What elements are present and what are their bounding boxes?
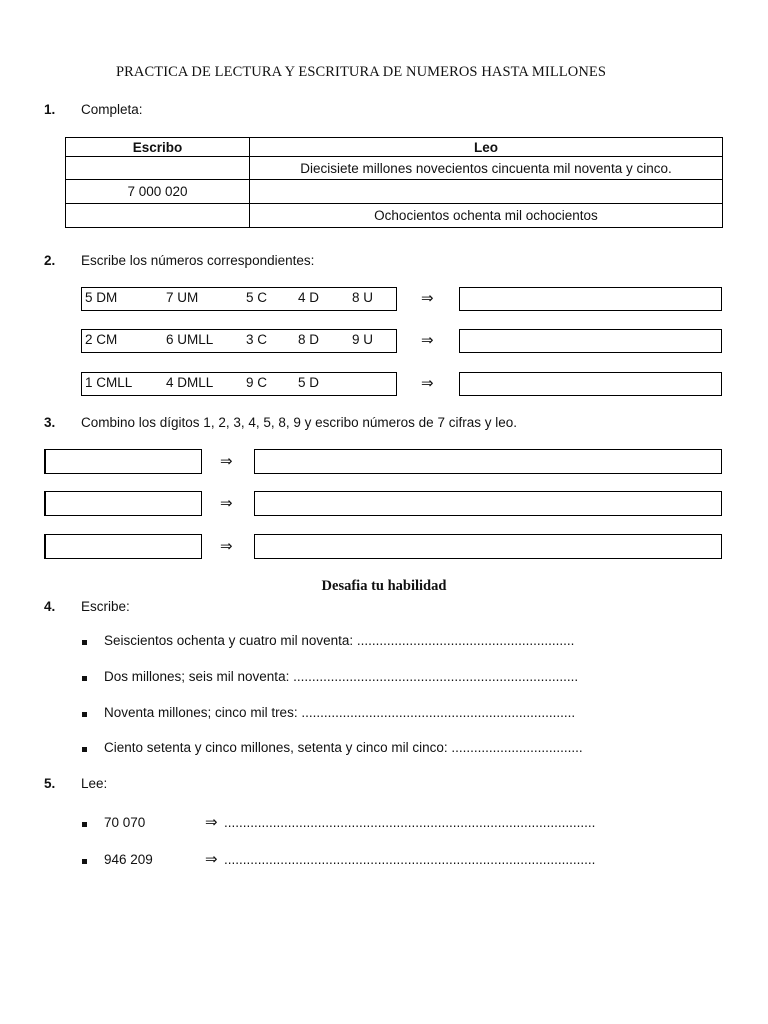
question-4-number: 4.	[44, 599, 56, 614]
unit-value: 4 DMLL	[166, 375, 214, 390]
table-row	[66, 157, 723, 180]
bullet-icon	[82, 640, 87, 645]
answer-dots[interactable]: ...................................................................................................	[224, 815, 596, 830]
header-escribo: Escribo	[66, 138, 250, 157]
number-box-3[interactable]	[44, 534, 202, 559]
list-item[interactable]: Dos millones; seis mil noventa: ............................................................................	[104, 669, 579, 684]
table-row	[66, 180, 723, 204]
units-box-1	[81, 287, 397, 311]
answer-dots[interactable]: ...................................................................................................	[224, 852, 596, 867]
number-box-2[interactable]	[44, 491, 202, 516]
unit-value: 8 U	[352, 290, 374, 305]
list-item[interactable]: Ciento setenta y cinco millones, setenta y cinco mil cinco: ...................................	[104, 740, 583, 755]
unit-value: 8 D	[298, 332, 320, 347]
units-box-3	[81, 372, 397, 396]
escribo-cell[interactable]	[66, 204, 250, 228]
arrow-icon: ⇒	[205, 851, 218, 868]
unit-value: 5 D	[298, 375, 320, 390]
unit-value: 7 UM	[166, 290, 199, 305]
question-3-number: 3.	[44, 415, 56, 430]
list-item[interactable]: Seiscientos ochenta y cuatro mil noventa: ..........................................................	[104, 633, 575, 648]
bullet-icon	[82, 712, 87, 717]
question-1-number: 1.	[44, 102, 56, 117]
escribo-cell[interactable]: 7 000 020	[66, 180, 250, 204]
question-3-text: Combino los dígitos 1, 2, 3, 4, 5, 8, 9 y escribo números de 7 cifras y leo.	[81, 415, 517, 430]
answer-box-1[interactable]	[459, 287, 722, 311]
reading-box-3[interactable]	[254, 534, 722, 559]
question-5-text: Lee:	[81, 776, 108, 791]
read-value: 946 209	[104, 852, 153, 867]
reading-box-2[interactable]	[254, 491, 722, 516]
reading-box-1[interactable]	[254, 449, 722, 474]
bullet-icon	[82, 676, 87, 681]
section-subtitle: Desafia tu habilidad	[321, 578, 447, 594]
question-1-text: Completa:	[81, 102, 143, 117]
question-4-text: Escribe:	[81, 599, 130, 614]
bullet-icon	[82, 859, 87, 864]
leo-cell[interactable]: Ochocientos ochenta mil ochocientos	[250, 204, 723, 228]
unit-value: 5 C	[246, 290, 268, 305]
question-2-text: Escribe los números correspondientes:	[81, 253, 315, 268]
header-leo: Leo	[250, 138, 723, 157]
arrow-icon: ⇒	[220, 495, 233, 512]
unit-value: 9 U	[352, 332, 374, 347]
arrow-icon: ⇒	[421, 290, 434, 307]
unit-value: 1 CMLL	[85, 375, 133, 390]
complete-table	[65, 137, 723, 228]
arrow-icon: ⇒	[220, 538, 233, 555]
list-item[interactable]: Noventa millones; cinco mil tres: .........................................................................	[104, 705, 576, 720]
arrow-icon: ⇒	[421, 375, 434, 392]
question-5-number: 5.	[44, 776, 56, 791]
leo-cell[interactable]: Diecisiete millones novecientos cincuenta mil noventa y cinco.	[250, 157, 723, 180]
number-box-1[interactable]	[44, 449, 202, 474]
unit-value: 2 CM	[85, 332, 118, 347]
question-2-number: 2.	[44, 253, 56, 268]
leo-cell[interactable]	[250, 180, 723, 204]
unit-value: 6 UMLL	[166, 332, 214, 347]
bullet-icon	[82, 822, 87, 827]
unit-value: 9 C	[246, 375, 268, 390]
unit-value: 5 DM	[85, 290, 118, 305]
arrow-icon: ⇒	[205, 814, 218, 831]
read-value: 70 070	[104, 815, 146, 830]
unit-value: 3 C	[246, 332, 268, 347]
table-row	[66, 204, 723, 228]
unit-value: 4 D	[298, 290, 320, 305]
escribo-cell[interactable]	[66, 157, 250, 180]
units-box-2	[81, 329, 397, 353]
bullet-icon	[82, 747, 87, 752]
answer-box-2[interactable]	[459, 329, 722, 353]
answer-box-3[interactable]	[459, 372, 722, 396]
arrow-icon: ⇒	[220, 453, 233, 470]
page-title: PRACTICA DE LECTURA Y ESCRITURA DE NUMEROS HASTA MILLONES	[115, 64, 607, 80]
arrow-icon: ⇒	[421, 332, 434, 349]
